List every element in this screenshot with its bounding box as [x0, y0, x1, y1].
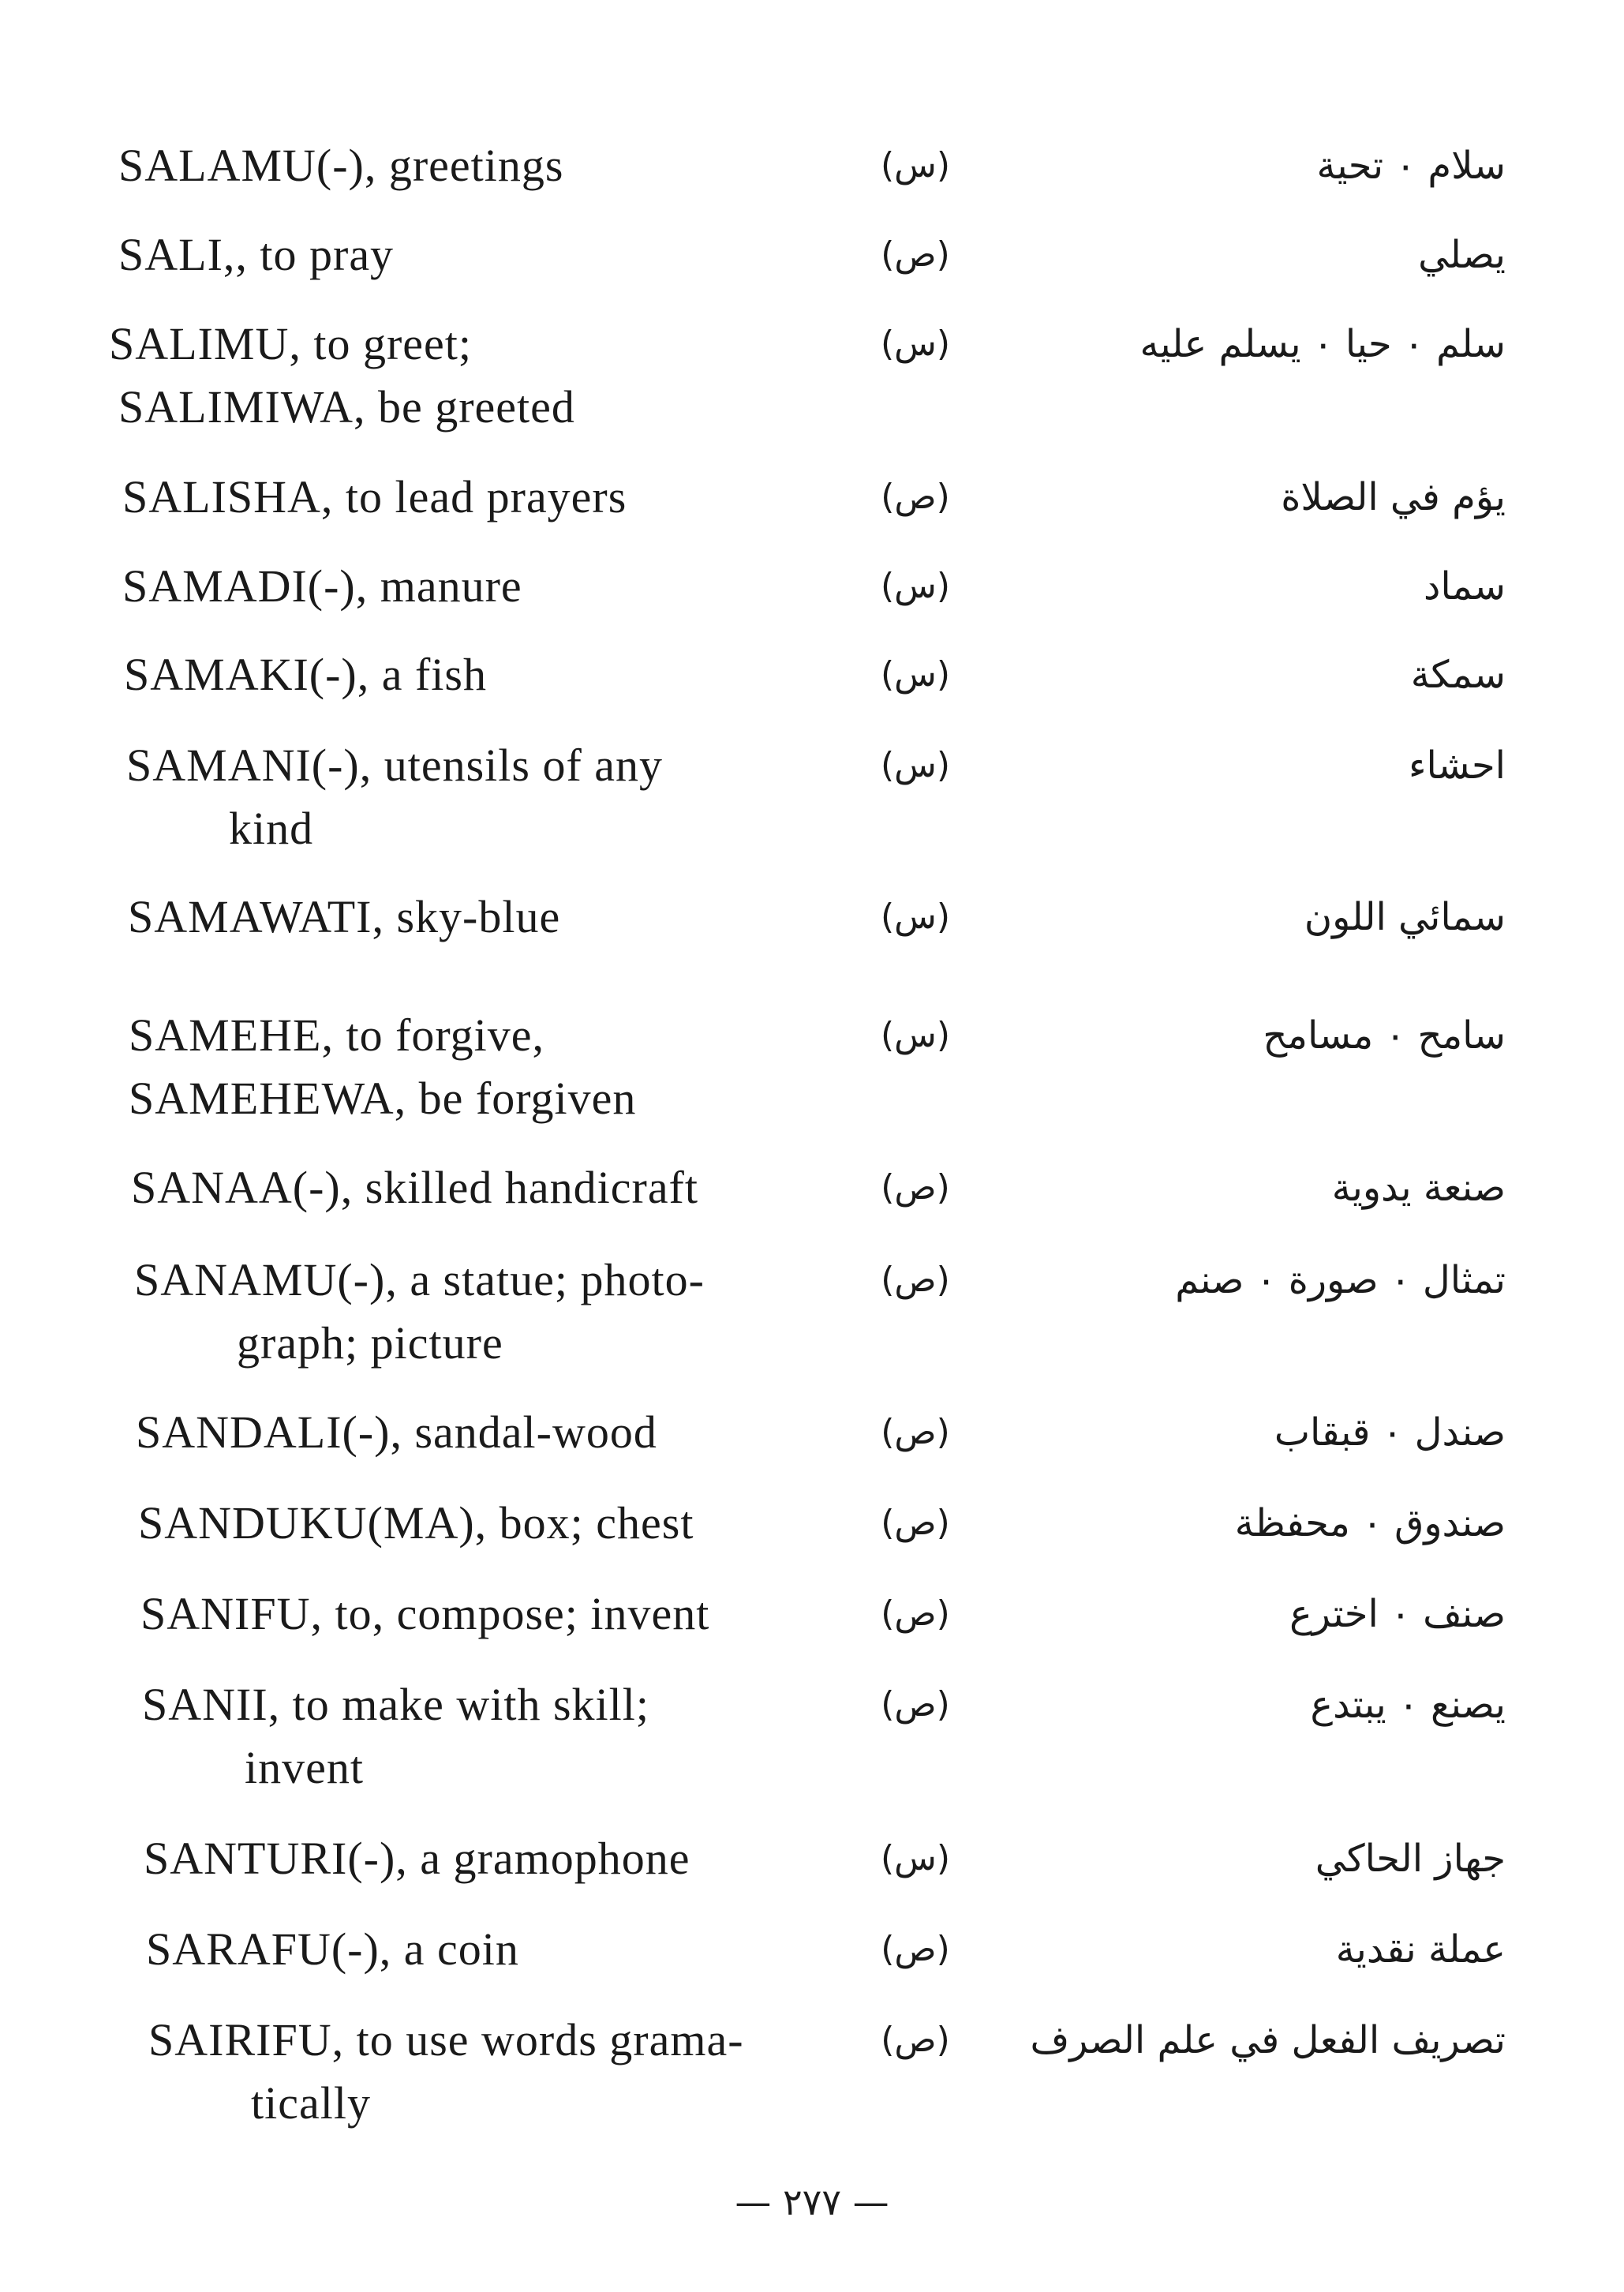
arabic-translation: تصريف الفعل في علم الصرف	[1030, 2018, 1506, 2062]
origin-marker: (ص)	[881, 1684, 950, 1725]
arabic-translation: صنف ٠ اخترع	[1289, 1592, 1506, 1636]
english-headword: SARAFU(-), a coin	[146, 1923, 519, 1975]
english-headword: SALAMU(-), greetings	[118, 140, 564, 191]
english-line2: SAMEHEWA, be forgiven	[129, 1073, 637, 1124]
english-headword: SAMANI(-), utensils of any kind	[126, 734, 868, 860]
arabic-translation: صندوق ٠ محفظة	[1234, 1501, 1506, 1545]
english-headword: SALIMU, to greet; SALIMIWA, be greeted	[109, 313, 851, 439]
origin-marker: (ص)	[881, 2020, 950, 2060]
arabic-translation: تمثال ٠ صورة ٠ صنم	[1175, 1258, 1506, 1302]
origin-marker: (س)	[880, 1015, 951, 1055]
english-headword: SANIFU, to, compose; invent	[140, 1588, 710, 1639]
english-headword: SANII, to make with skill; invent	[142, 1673, 884, 1800]
english-headword: SAMAKI(-), a fish	[124, 649, 487, 700]
origin-marker: (س)	[880, 145, 951, 185]
arabic-translation: سمائي اللون	[1304, 895, 1506, 939]
origin-marker: (س)	[880, 1838, 951, 1878]
arabic-translation: جهاز الحاكي	[1315, 1837, 1506, 1881]
english-headword: SANDALI(-), sandal-wood	[136, 1406, 657, 1458]
english-headword: SAMEHE, to forgive, SAMEHEWA, be forgiven	[129, 1004, 870, 1130]
arabic-translation: سمكة	[1410, 653, 1506, 697]
english-headword: SAMADI(-), manure	[122, 560, 522, 612]
arabic-translation: عملة نقدية	[1335, 1927, 1506, 1972]
arabic-translation: صندل ٠ قبقاب	[1274, 1410, 1506, 1455]
origin-marker: (س)	[880, 745, 951, 785]
origin-marker: (ص)	[881, 1929, 950, 1969]
origin-marker: (ص)	[881, 1503, 950, 1543]
arabic-translation: يصلي	[1418, 233, 1506, 277]
origin-marker: (ص)	[881, 1594, 950, 1634]
english-headword: SAIRIFU, to use words grama- tically	[148, 2009, 890, 2135]
arabic-translation: احشاء	[1408, 743, 1506, 788]
origin-marker: (س)	[880, 566, 951, 606]
origin-marker: (ص)	[881, 234, 950, 275]
english-continuation: tically	[251, 2077, 371, 2129]
origin-marker: (ص)	[881, 1412, 950, 1452]
english-continuation: kind	[229, 803, 314, 854]
english-continuation: invent	[245, 1742, 364, 1793]
arabic-translation: يؤم في الصلاة	[1281, 475, 1506, 519]
english-headword: SAMAWATI, sky-blue	[128, 891, 561, 942]
origin-marker: (س)	[880, 324, 951, 364]
english-headword: SANAA(-), skilled handicraft	[131, 1162, 698, 1213]
english-continuation: graph; picture	[237, 1317, 503, 1369]
english-headword: SALISHA, to lead prayers	[122, 471, 627, 522]
origin-marker: (س)	[880, 897, 951, 937]
english-headword: SANDUKU(MA), box; chest	[138, 1497, 694, 1549]
arabic-translation: صنعة يدوية	[1331, 1166, 1506, 1210]
origin-marker: (ص)	[881, 1260, 950, 1300]
arabic-translation: سماد	[1424, 564, 1506, 609]
arabic-translation: سلام ٠ تحية	[1316, 144, 1506, 188]
arabic-translation: سلم ٠ حيا ٠ يسلم عليه	[1139, 322, 1506, 366]
arabic-translation: يصنع ٠ يبتدع	[1310, 1683, 1506, 1727]
origin-marker: (ص)	[881, 477, 950, 517]
english-headword: SANTURI(-), a gramophone	[144, 1833, 690, 1884]
origin-marker: (ص)	[881, 1167, 950, 1208]
english-headword: SALI,, to pray	[118, 229, 395, 280]
english-line2: SALIMIWA, be greeted	[118, 381, 575, 433]
page-number: — ٢٧٧ —	[735, 2181, 889, 2223]
arabic-translation: سامح ٠ مسامح	[1263, 1013, 1506, 1058]
origin-marker: (س)	[880, 654, 951, 695]
english-headword: SANAMU(-), a statue; photo- graph; picture	[134, 1249, 876, 1375]
